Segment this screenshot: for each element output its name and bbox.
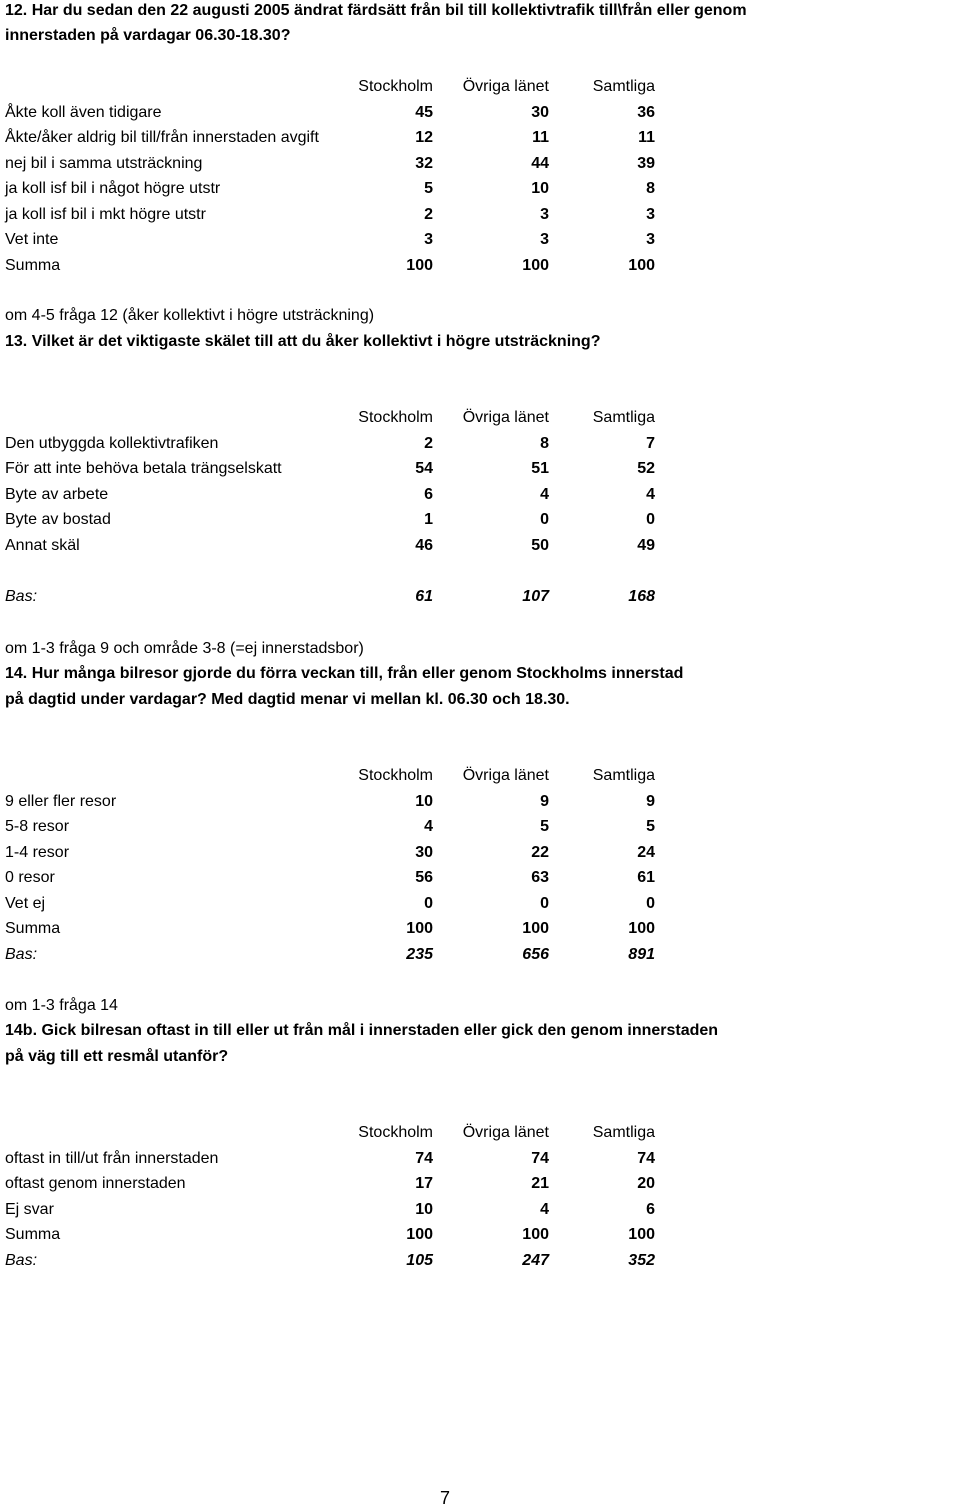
row-value: 49 (637, 536, 655, 554)
row-value: 0 (424, 894, 433, 912)
row-value: 11 (638, 129, 655, 146)
q14-header-2: Övriga länet (462, 767, 549, 784)
row-value: 21 (531, 1175, 549, 1192)
bas-value: 61 (415, 587, 433, 605)
row-value: 63 (531, 869, 549, 886)
row-value: 10 (415, 792, 433, 810)
row-label: ja koll isf bil i något högre utstr (5, 180, 221, 197)
row-value: 8 (646, 180, 655, 197)
row-value: 0 (540, 894, 549, 912)
row-value: 3 (646, 231, 655, 248)
row-label: 1-4 resor (5, 843, 70, 861)
row-value: 3 (540, 231, 549, 248)
row-label: Den utbyggda kollektivtrafiken (5, 434, 219, 452)
q14b-header-1: Stockholm (358, 1124, 433, 1141)
row-value: 0 (540, 511, 549, 528)
row-value: 45 (415, 103, 433, 121)
row-value: 61 (637, 869, 655, 886)
bas-label: Bas: (5, 587, 38, 605)
row-value: 10 (531, 180, 549, 197)
q14b-title-line1: 14b. Gick bilresan oftast in till eller ut från mål i innerstaden eller gick den genom innerstaden (5, 1022, 719, 1039)
q13-filter-note: om 4-5 fråga 12 (åker kollektivt i högre utsträckning) (5, 307, 375, 324)
row-value: 44 (531, 154, 549, 172)
row-value: 74 (637, 1149, 655, 1167)
row-label: Vet ej (5, 894, 46, 912)
row-value: 24 (637, 843, 655, 861)
q12-header-3: Samtliga (592, 78, 655, 95)
q12-title-line1: 12. Har du sedan den 22 augusti 2005 ändrat färdsätt från bil till kollektivtrafik till\från eller genom (5, 2, 747, 19)
row-value: 100 (406, 920, 433, 937)
row-value: 74 (531, 1149, 549, 1167)
row-value: 52 (637, 460, 655, 477)
row-value: 10 (415, 1200, 433, 1218)
q13-header-1: Stockholm (358, 409, 433, 426)
row-value: 3 (424, 231, 433, 248)
row-value: 4 (646, 485, 655, 503)
row-value: 4 (424, 818, 433, 835)
bas-value: 352 (628, 1251, 655, 1269)
row-label: 0 resor (5, 869, 55, 886)
row-value: 17 (415, 1175, 433, 1192)
row-value: 9 (540, 792, 549, 810)
row-value: 7 (646, 434, 655, 452)
bas-value: 235 (406, 945, 433, 963)
row-label: oftast genom innerstaden (5, 1175, 186, 1192)
row-value: 100 (628, 920, 655, 937)
row-value: 5 (540, 818, 549, 835)
row-value: 5 (424, 180, 433, 197)
row-value: 4 (540, 1200, 549, 1218)
row-value: 4 (540, 485, 549, 503)
bas-label: Bas: (5, 945, 38, 963)
bas-value: 656 (522, 945, 549, 963)
row-label: Vet inte (5, 231, 59, 248)
bas-label: Bas: (5, 1251, 38, 1269)
row-value: 12 (415, 129, 433, 146)
q13-header-3: Samtliga (592, 409, 655, 426)
q14b-header-3: Samtliga (592, 1124, 655, 1141)
q14-header-1: Stockholm (358, 767, 433, 784)
row-value: 100 (522, 256, 549, 274)
row-label: 9 eller fler resor (5, 792, 117, 810)
row-value: 30 (531, 103, 549, 121)
row-value: 11 (532, 129, 549, 146)
page-number: 7 (439, 1488, 450, 1508)
row-value: 100 (522, 1226, 549, 1243)
row-value: 32 (415, 154, 433, 172)
row-value: 1 (424, 511, 433, 528)
row-value: 5 (646, 818, 655, 835)
q14-header-3: Samtliga (592, 767, 655, 784)
row-value: 100 (406, 1226, 433, 1243)
row-value: 6 (646, 1200, 655, 1218)
q12-title-line2: innerstaden på vardagar 06.30-18.30? (5, 27, 291, 44)
row-value: 3 (540, 205, 549, 223)
q14-filter-note: om 1-3 fråga 9 och område 3-8 (=ej innerstadsbor) (5, 640, 364, 657)
row-value: 56 (415, 869, 433, 886)
row-value: 20 (637, 1175, 655, 1192)
row-label: Summa (5, 920, 61, 937)
bas-value: 168 (628, 587, 655, 605)
row-label: Åkte/åker aldrig bil till/från innerstaden avgift (5, 129, 319, 146)
row-value: 22 (531, 843, 549, 861)
q13-title: 13. Vilket är det viktigaste skälet till att du åker kollektivt i högre utsträckning? (5, 333, 601, 350)
q13-header-2: Övriga länet (462, 409, 549, 426)
bas-value: 107 (522, 587, 549, 605)
row-value: 39 (637, 154, 655, 172)
row-label: Summa (5, 256, 61, 274)
row-value: 2 (424, 205, 433, 223)
row-value: 2 (424, 434, 433, 452)
q14b-filter-note: om 1-3 fråga 14 (5, 997, 118, 1014)
row-label: Ej svar (5, 1200, 54, 1218)
row-value: 51 (531, 460, 549, 477)
row-value: 74 (415, 1149, 433, 1167)
row-label: För att inte behöva betala trängselskatt (5, 460, 282, 477)
row-value: 3 (646, 205, 655, 223)
row-label: Åkte koll även tidigare (5, 103, 162, 121)
row-label: Annat skäl (5, 536, 80, 554)
row-label: Summa (5, 1226, 61, 1243)
row-value: 0 (646, 894, 655, 912)
q14-title-line2: på dagtid under vardagar? Med dagtid menar vi mellan kl. 06.30 och 18.30. (5, 691, 570, 708)
row-label: Byte av bostad (5, 511, 111, 528)
q14b-header-2: Övriga länet (462, 1124, 549, 1141)
row-label: Byte av arbete (5, 485, 109, 503)
bas-value: 247 (522, 1251, 549, 1269)
bas-value: 891 (628, 945, 655, 963)
bas-value: 105 (406, 1251, 433, 1269)
row-value: 36 (637, 103, 655, 121)
row-label: 5-8 resor (5, 818, 70, 835)
row-value: 100 (628, 1226, 655, 1243)
row-value: 100 (522, 920, 549, 937)
row-value: 54 (415, 460, 433, 477)
row-value: 9 (646, 792, 655, 810)
q14-title-line1: 14. Hur många bilresor gjorde du förra veckan till, från eller genom Stockholms innerstad (5, 665, 684, 682)
row-value: 100 (628, 256, 655, 274)
row-value: 6 (424, 485, 433, 503)
row-value: 0 (646, 511, 655, 528)
row-label: ja koll isf bil i mkt högre utstr (5, 205, 206, 223)
row-value: 46 (415, 536, 433, 554)
row-label: nej bil i samma utsträckning (5, 154, 203, 172)
q12-header-1: Stockholm (358, 78, 433, 95)
row-value: 50 (531, 536, 549, 554)
row-label: oftast in till/ut från innerstaden (5, 1149, 219, 1167)
row-value: 30 (415, 843, 433, 861)
row-value: 8 (540, 434, 549, 452)
row-value: 100 (406, 256, 433, 274)
q12-header-2: Övriga länet (462, 78, 549, 95)
q14b-title-line2: på väg till ett resmål utanför? (5, 1048, 229, 1065)
